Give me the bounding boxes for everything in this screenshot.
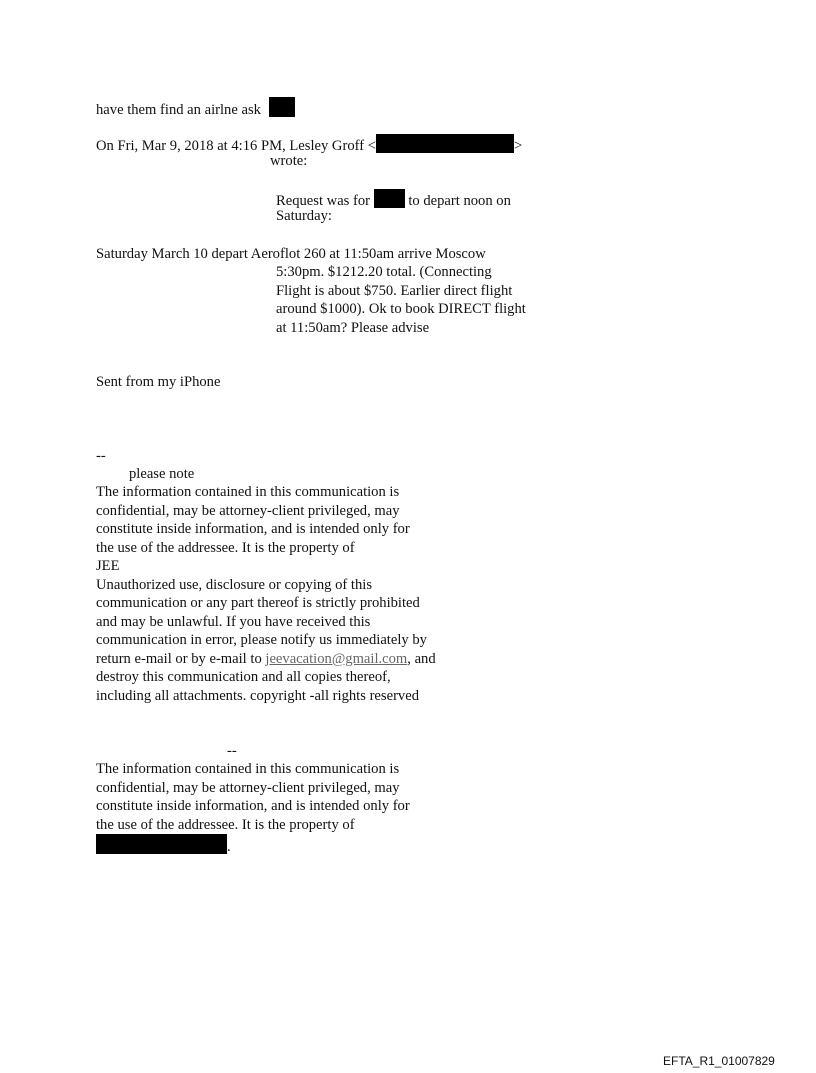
redaction-box (96, 834, 227, 854)
disclaimer1-return-line (96, 650, 436, 669)
disclaimer1-body (96, 483, 436, 705)
disclaimer2-line: confidential, may be attorney-client privileged, may (96, 779, 400, 796)
disclaimer2-line: The information contained in this communication is (96, 761, 400, 777)
reply-line (96, 97, 295, 119)
redaction-box (269, 97, 295, 117)
disclaimer2-line: the use of the addressee. It is the property of (96, 816, 355, 833)
disclaimer1-line: communication in error, please notify us immediately by (96, 632, 427, 648)
disclaimer1-line: including all attachments. copyright -all rights reserved (96, 687, 419, 704)
disclaimer2-line: constitute inside information, and is intended only for (96, 798, 410, 814)
reply-text: have them find an airlne ask (96, 102, 261, 118)
request-text-before: Request was for (276, 193, 371, 209)
disclaimer1-line: destroy this communication and all copies thereof, (96, 669, 391, 685)
disclaimer2-redacted-line (96, 834, 410, 857)
request-text-after: to depart noon on (408, 193, 511, 209)
flight-line-4: around $1000). Ok to book DIRECT flight (276, 301, 526, 317)
flight-continuation (276, 263, 526, 337)
flight-line-2: 5:30pm. $1212.20 total. (Connecting (276, 264, 492, 280)
flight-line-3: Flight is about $750. Earlier direct flight (276, 282, 513, 299)
disclaimer1-line: confidential, may be attorney-client privileged, may (96, 502, 400, 519)
disclaimer1-dashes: -- (96, 448, 106, 464)
disclaimer2-body (96, 760, 410, 857)
redaction-box (376, 134, 514, 153)
sent-from: Sent from my iPhone (96, 374, 221, 390)
quote-header-wrote: wrote: (270, 153, 308, 169)
return-prefix: return e-mail or by e-mail to (96, 650, 266, 667)
disclaimer1-line: constitute inside information, and is intended only for (96, 521, 410, 537)
disclaimer1-line: JEE (96, 558, 120, 574)
quote-header-prefix: On Fri, Mar 9, 2018 at 4:16 PM, Lesley Groff < (96, 138, 376, 154)
disclaimer1-note: please note (129, 466, 195, 482)
redaction-box (374, 189, 405, 208)
flight-line-5: at 11:50am? Please advise (276, 319, 430, 336)
quote-header (96, 134, 522, 155)
quote-header-suffix: > (513, 138, 523, 154)
email-link[interactable]: jeevacation@gmail.com (265, 650, 408, 667)
disclaimer2-end-punct: . (227, 839, 231, 855)
disclaimer1-line: Unauthorized use, disclosure or copying of this (96, 576, 373, 593)
disclaimer1-line: the use of the addressee. It is the property of (96, 539, 355, 556)
return-suffix: , and (407, 650, 436, 667)
flight-line-1: Saturday March 10 depart Aeroflot 260 at 11:50am arrive Moscow (96, 246, 486, 262)
request-line-2: Saturday: (276, 208, 332, 224)
disclaimer1-line: The information contained in this communication is (96, 484, 400, 500)
document-id: EFTA_R1_01007829 (663, 1054, 775, 1068)
disclaimer1-line: communication or any part thereof is strictly prohibited (96, 595, 420, 611)
disclaimer1-line: and may be unlawful. If you have received this (96, 613, 371, 630)
disclaimer2-dashes: -- (227, 743, 237, 759)
